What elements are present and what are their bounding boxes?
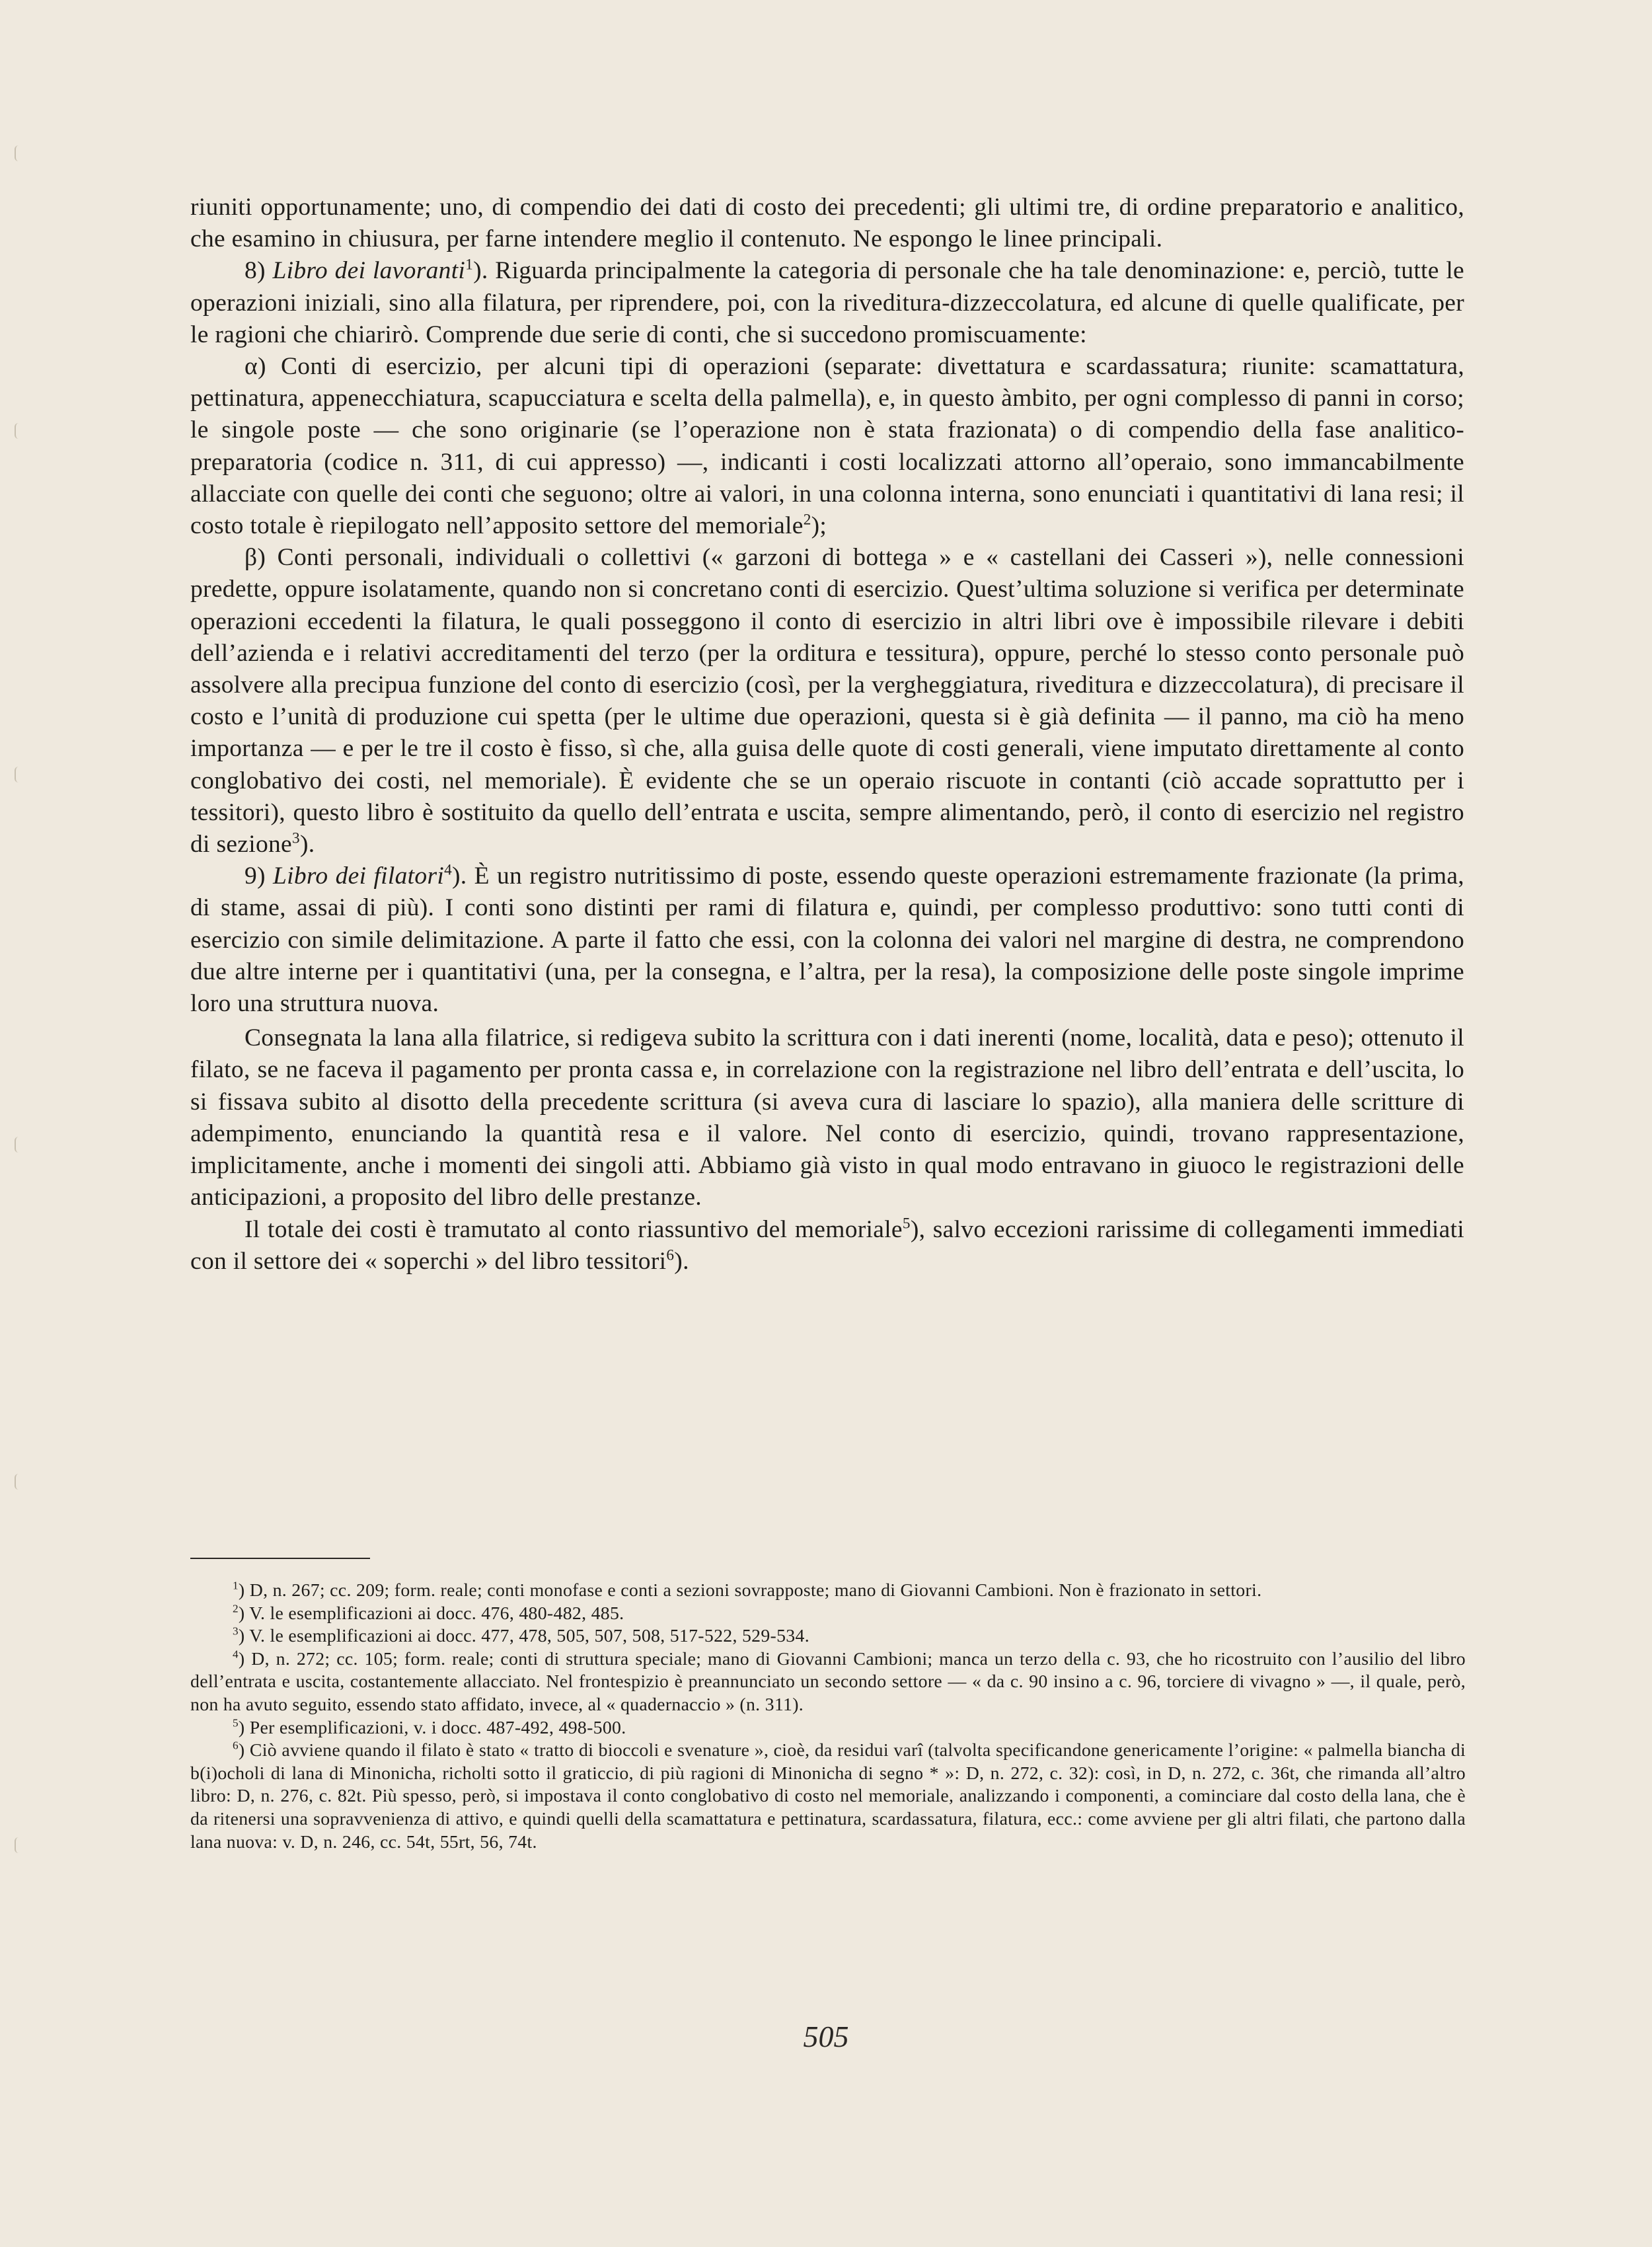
paragraph-alpha: α) Conti di esercizio, per alcuni tipi di operazioni (separate: divettatura e scardassatura; riunite: scamattatura, pettinatura, appenecchiatura, scapucciatura e scelta della palmella), e, in questo àmbito, per ogni complesso di panni in corso; le singole poste — che sono originarie (se l’operazione non è stata frazionata) o di compendio della fase analitico-preparatoria (codice n. 311, di cui appresso) —, indicanti i costi localizzati attorno all’operaio, sono immancabilmente allacciate con quelle dei conti che seguono; oltre ai valori, in una colonna interna, sono enunciati i quantitativi di lana resi; il costo totale è riepilogato nell’apposito settore del memoriale$^2$); [190,353,1464,540]
footnote: $^4$) D, n. 272; cc. 105; form. reale; conti di struttura speciale; mano di Giovanni Cambioni; manca un terzo della c. 93, che ho ricostruito con l’ausilio del libro dell’entrata e uscita, costantemente allacciato. Nel frontespizio è preannunciato un secondo settore — « da c. 90 insino a c. 96, torciere di vivagno » —, il quale, però, non ha avuto seguito, essendo stato affidato, invece, al « quadernaccio » (n. 311). [190,1648,1466,1715]
binding-hole-mark [15,767,22,782]
footnote-divider [190,1558,370,1559]
footnote-ref: 1 [465,256,474,274]
page-number: 505 [803,2020,849,2053]
book-title: Libro dei lavoranti [272,257,466,285]
paragraph: Il totale dei costi è tramutato al conto riassuntivo del memoriale$^5$), salvo eccezioni rarissime di collegamenti immediati con il settore dei « soperchi » del libro tessitori$^6$). [190,1215,1465,1275]
book-title: Libro dei filatori [272,862,445,890]
paragraph: Consegnata la lana alla filatrice, si redigeva subito la scrittura con i dati inerenti (nome, località, data e peso); ottenuto il filato, se ne faceva il pagamento per pronta cassa e, in correlazione con la registrazione nel libro dell’entrata e dell’uscita, lo si fissava subito al disotto della precedente scrittura (si aveva cura di lasciare lo spazio), alla maniera delle scritture di adempimento, enunciando la quantità resa e il valore. Nel conto di esercizio, quindi, trovano rappresentazione, implicitamente, anche i momenti dei singoli atti. Abbiamo già visto in qual modo entravano in giuoco le registrazioni delle anticipazioni, a proposito del libro delle prestanze. [190,1024,1464,1211]
footnotes [190,1580,1466,1854]
footnote: $^6$) Ciò avviene quando il filato è stato « tratto di bioccoli e svenature », cioè, da residui varî (talvolta specificandone genericamente l’origine: « palmella biancha di b(i)ocholi di lana di Minonicha, richolti sotto il graticcio, di più ragioni di Minonicha di segno * »: D, n. 272, c. 32): così, in D, n. 272, c. 36t, che rimanda all’altro libro: D, n. 276, c. 82t. Più spesso, però, si impostava il conto conglobativo di costo nel memoriale, analizzando i componenti, a cominciare dal costo della lana, che è da ritenersi una sopravvenienza di attivo, e quindi quelli della scamattatura e pettinatura, scardassatura, filatura, ecc.: come avviene per gli altri filati, che partono dalla lana nuova: v. D, n. 246, cc. 54t, 55rt, 56, 74t. [190,1739,1466,1852]
footnote-ref: 6 [666,1246,675,1264]
paragraph-beta: β) Conti personali, individuali o collettivi (« garzoni di bottega » e « castellani dei Casseri »), nelle connessioni predette, oppure isolatamente, quando non si concretano conti di esercizio. Quest’ultima soluzione si verifica per determinate operazioni eccedenti la filatura, le quali posseggono il conto di esercizio in altri libri ove è impossibile rilevare i debiti dell’azienda e i relativi accreditamenti del terzo (per la orditura e tessitura), oppure, perché lo stesso conto personale può assolvere alla precipua funzione del conto di esercizio (così, per la vergheggiatura, riveditura e dizzeccolatura), di precisare il costo e l’unità di produzione cui spetta (per le ultime due operazioni, questa si è già definita — il panno, ma ciò ha meno importanza — e per le tre il costo è fisso, sì che, alla guisa delle quote di costi generali, viene imputato direttamente al conto conglobativo dei costi, nel memoriale). È evidente che se un operaio riscuote in contanti (ciò accade soprattutto per i tessitori), questo libro è sostituito da quello dell’entrata e uscita, sempre alimentando, però, il conto di esercizio nel registro di sezione$^3$). [190,544,1464,858]
binding-hole-mark [15,423,22,439]
footnote: $^5$) Per esemplificazioni, v. i docc. 487-492, 498-500. [233,1716,626,1738]
footnote: $^2$) V. le esemplificazioni ai docc. 476, 480-482, 485. [233,1602,624,1624]
footnote-ref: 2 [803,511,811,529]
footnote: $^1$) D, n. 267; cc. 209; form. reale; conti monofase e conti a sezioni sovrapposte; mano di Giovanni Cambioni. Non è frazionato in settori. [233,1579,1262,1601]
paragraph-libro-filatori: 9) Libro dei filatori$^4$). È un registro nutritissimo di poste, essendo queste operazioni estremamente frazionate (la prima, di stame, assai di più). I conti sono distinti per rami di filatura e, quindi, per complesso produttivo: sono tutti conti di esercizio con simile delimitazione. A parte il fatto che essi, con la colonna dei valori nel margine di destra, ne comprendono due altre interne per i quantitativi (una, per la consegna, e l’altra, per la resa), la composizione delle poste singole imprime loro una struttura nuova. [190,861,1464,1018]
footnote-ref: 5 [902,1215,911,1232]
binding-hole-mark [15,1474,22,1490]
footnote-ref: 4 [444,861,452,879]
footnote: $^3$) V. le esemplificazioni ai docc. 477, 478, 505, 507, 508, 517-522, 529-534. [233,1624,809,1647]
binding-hole-mark [15,145,22,161]
binding-hole-mark [15,1837,22,1853]
paragraph: riuniti opportunamente; uno, di compendio dei dati di costo dei precedenti; gli ultimi tre, di ordine preparatorio e analitico, che esamino in chiusura, per farne intendere meglio il contenuto. Ne espongo le linee principali. [190,194,1464,253]
footnote-ref: 3 [292,829,300,847]
paragraph-libro-lavoranti: 8) Libro dei lavoranti$^1$). Riguarda principalmente la categoria di personale che ha tale denominazione: e, perciò, tutte le operazioni iniziali, sino alla filatura, per riprendere, poi, con la riveditura-dizzeccolatura, ed alcune di quelle qualificate, per le ragioni che chiarirò. Comprende due serie di conti, che si succedono promiscuamente: [190,256,1465,348]
binding-hole-mark [15,1137,22,1153]
main-text [190,192,1464,1277]
